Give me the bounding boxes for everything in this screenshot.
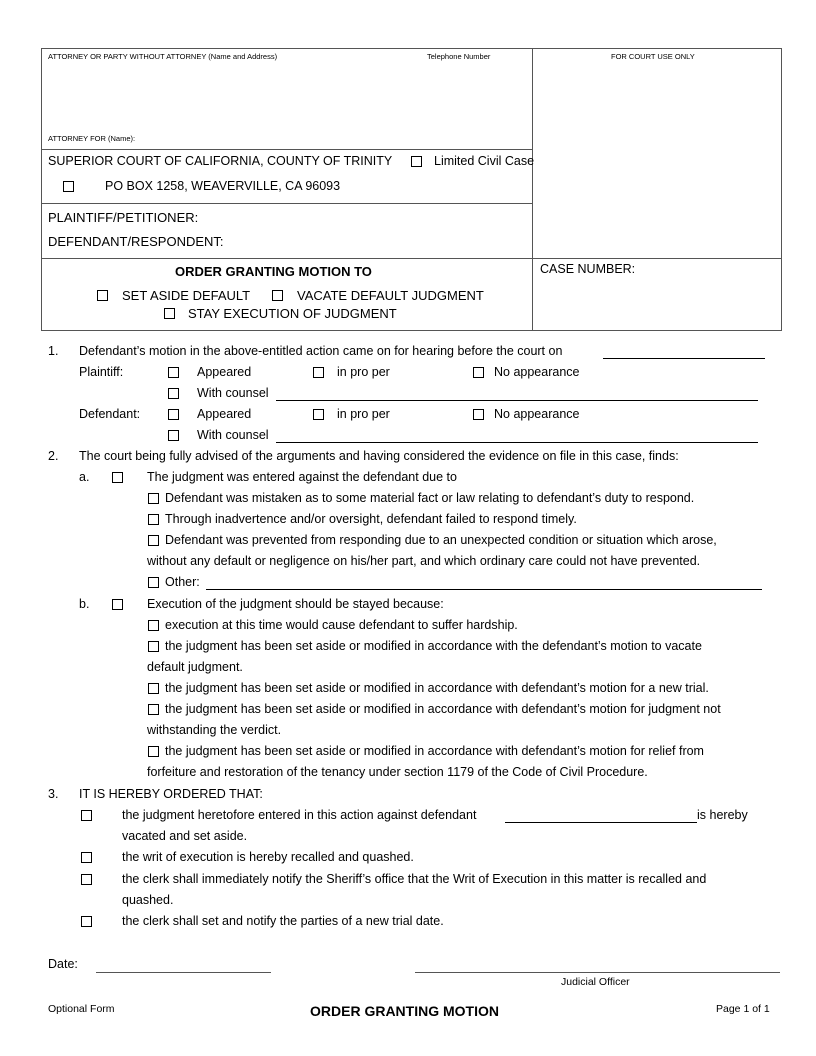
- vacate-default-judgment-checkbox[interactable]: [272, 290, 283, 301]
- defendant-no-appearance-label: No appearance: [494, 407, 580, 421]
- divider: [41, 203, 532, 204]
- jnov-checkbox[interactable]: [148, 704, 159, 715]
- form-title-footer: ORDER GRANTING MOTION: [310, 1003, 499, 1019]
- vacate-judgment-text-b: is hereby: [697, 808, 748, 822]
- inadvertence-text: Through inadvertence and/or oversight, defendant failed to respond timely.: [165, 512, 577, 526]
- jnov-text: the judgment has been set aside or modified in accordance with defendant’s motion for judgment not: [165, 702, 721, 716]
- section-2-number: 2.: [48, 449, 59, 463]
- mistake-text: Defendant was mistaken as to some material fact or law relating to defendant’s duty to respond.: [165, 491, 695, 505]
- divider: [532, 48, 533, 331]
- date-label: Date:: [48, 957, 78, 971]
- plaintiff-label: PLAINTIFF/PETITIONER:: [48, 210, 199, 225]
- other-checkbox[interactable]: [148, 577, 159, 588]
- prevented-checkbox[interactable]: [148, 535, 159, 546]
- hardship-text: execution at this time would cause defendant to suffer hardship.: [165, 618, 518, 632]
- limited-civil-case-checkbox[interactable]: [411, 156, 422, 167]
- divider: [41, 258, 782, 259]
- hearing-date-line[interactable]: [603, 358, 765, 359]
- stay-execution-label: STAY EXECUTION OF JUDGMENT: [188, 306, 397, 321]
- forfeiture-text: the judgment has been set aside or modified in accordance with defendant’s motion for relief from: [165, 744, 704, 758]
- defendant-row-label: Defendant:: [79, 407, 141, 421]
- new-trial-checkbox[interactable]: [148, 683, 159, 694]
- defendant-in-pro-per-label: in pro per: [337, 407, 390, 421]
- case-number-label: CASE NUMBER:: [540, 262, 636, 276]
- plaintiff-appeared-label: Appeared: [197, 365, 252, 379]
- section-2a-text: The judgment was entered against the defendant due to: [147, 470, 457, 484]
- plaintiff-in-pro-per-checkbox[interactable]: [313, 367, 324, 378]
- set-aside-default-checkbox[interactable]: [97, 290, 108, 301]
- notify-sheriff-text: the clerk shall immediately notify the Sheriff’s office that the Writ of Execution in this matter is recalled and: [122, 872, 707, 886]
- section-2-text: The court being fully advised of the arguments and having considered the evidence on file in this case, finds:: [79, 449, 679, 463]
- set-aside-default-label: SET ASIDE DEFAULT: [122, 288, 251, 303]
- optional-form-label: Optional Form: [48, 1003, 115, 1015]
- section-2b-text: Execution of the judgment should be stayed because:: [147, 597, 444, 611]
- forfeiture-text-cont: forfeiture and restoration of the tenancy under section 1179 of the Code of Civil Procedure.: [147, 765, 648, 779]
- other-line[interactable]: [206, 589, 762, 590]
- section-2b-label: b.: [79, 597, 90, 611]
- page-number: Page 1 of 1: [716, 1003, 770, 1015]
- vacate-judgment-checkbox[interactable]: [81, 810, 92, 821]
- section-1-number: 1.: [48, 344, 59, 358]
- section-3-text: IT IS HEREBY ORDERED THAT:: [79, 787, 263, 801]
- attorney-for-label: ATTORNEY FOR (Name):: [48, 134, 136, 143]
- defendant-with-counsel-checkbox[interactable]: [168, 430, 179, 441]
- vacate-default-judgment-label: VACATE DEFAULT JUDGMENT: [297, 288, 484, 303]
- plaintiff-no-appearance-label: No appearance: [494, 365, 580, 379]
- section-1-text: Defendant’s motion in the above-entitled action came on for hearing before the court on: [79, 344, 563, 358]
- new-trial-date-text: the clerk shall set and notify the parties of a new trial date.: [122, 914, 444, 928]
- writ-recalled-text: the writ of execution is hereby recalled and quashed.: [122, 850, 414, 864]
- defendant-name-line[interactable]: [505, 822, 697, 823]
- notify-sheriff-text-cont: quashed.: [122, 893, 174, 907]
- date-line[interactable]: [96, 972, 271, 973]
- defendant-with-counsel-label: With counsel: [197, 428, 269, 442]
- section-2a-label: a.: [79, 470, 90, 484]
- plaintiff-appeared-checkbox[interactable]: [168, 367, 179, 378]
- plaintiff-no-appearance-checkbox[interactable]: [473, 367, 484, 378]
- defendant-counsel-line[interactable]: [276, 442, 758, 443]
- plaintiff-with-counsel-label: With counsel: [197, 386, 269, 400]
- court-name: SUPERIOR COURT OF CALIFORNIA, COUNTY OF TRINITY: [48, 154, 393, 168]
- address-checkbox[interactable]: [63, 181, 74, 192]
- stay-execution-checkbox[interactable]: [164, 308, 175, 319]
- new-trial-date-checkbox[interactable]: [81, 916, 92, 927]
- writ-recalled-checkbox[interactable]: [81, 852, 92, 863]
- court-address: PO BOX 1258, WEAVERVILLE, CA 96093: [105, 179, 341, 193]
- defendant-in-pro-per-checkbox[interactable]: [313, 409, 324, 420]
- inadvertence-checkbox[interactable]: [148, 514, 159, 525]
- defendant-appeared-checkbox[interactable]: [168, 409, 179, 420]
- signature-line[interactable]: [415, 972, 780, 973]
- vacate-motion-checkbox[interactable]: [148, 641, 159, 652]
- hardship-checkbox[interactable]: [148, 620, 159, 631]
- mistake-checkbox[interactable]: [148, 493, 159, 504]
- vacate-motion-text: the judgment has been set aside or modified in accordance with the defendant’s motion to vacate: [165, 639, 702, 653]
- prevented-text: Defendant was prevented from responding due to an unexpected condition or situation which arose,: [165, 533, 717, 547]
- plaintiff-row-label: Plaintiff:: [79, 365, 124, 379]
- telephone-label: Telephone Number: [427, 52, 491, 61]
- section-2b-checkbox[interactable]: [112, 599, 123, 610]
- plaintiff-counsel-line[interactable]: [276, 400, 758, 401]
- forfeiture-checkbox[interactable]: [148, 746, 159, 757]
- defendant-label: DEFENDANT/RESPONDENT:: [48, 234, 224, 249]
- jnov-text-cont: withstanding the verdict.: [147, 723, 282, 737]
- limited-civil-case-label: Limited Civil Case: [434, 154, 535, 168]
- section-2a-checkbox[interactable]: [112, 472, 123, 483]
- new-trial-text: the judgment has been set aside or modified in accordance with defendant’s motion for a new trial.: [165, 681, 709, 695]
- vacate-judgment-text-cont: vacated and set aside.: [122, 829, 248, 843]
- divider: [41, 149, 532, 150]
- court-use-label: FOR COURT USE ONLY: [611, 52, 695, 61]
- notify-sheriff-checkbox[interactable]: [81, 874, 92, 885]
- order-title: ORDER GRANTING MOTION TO: [175, 264, 372, 279]
- plaintiff-with-counsel-checkbox[interactable]: [168, 388, 179, 399]
- defendant-no-appearance-checkbox[interactable]: [473, 409, 484, 420]
- prevented-text-cont: without any default or negligence on his/her part, and which ordinary care could not have prevented.: [147, 554, 701, 568]
- judicial-officer-label: Judicial Officer: [561, 976, 630, 988]
- plaintiff-in-pro-per-label: in pro per: [337, 365, 390, 379]
- defendant-appeared-label: Appeared: [197, 407, 252, 421]
- other-label: Other:: [165, 575, 200, 589]
- section-3-number: 3.: [48, 787, 59, 801]
- attorney-label: ATTORNEY OR PARTY WITHOUT ATTORNEY (Name and Address): [48, 52, 278, 61]
- vacate-judgment-text: the judgment heretofore entered in this action against defendant: [122, 808, 477, 822]
- vacate-motion-text-cont: default judgment.: [147, 660, 243, 674]
